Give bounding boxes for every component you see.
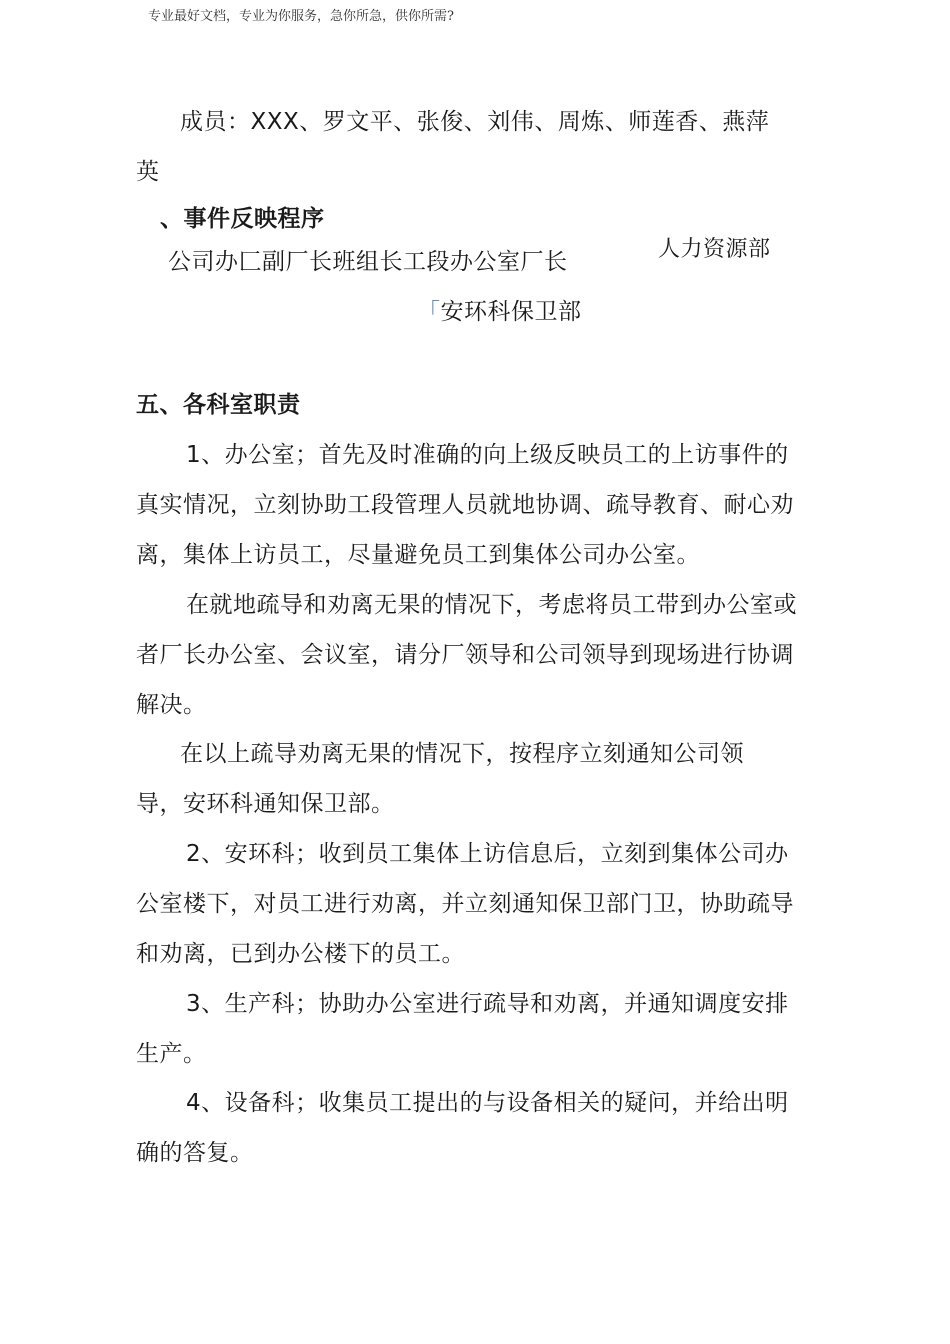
- p6-line-2: 确的答复。: [136, 1140, 254, 1166]
- p5-line-2: 生产。: [136, 1041, 207, 1067]
- flow-main-line: 公司办匚副厂长班组长工段办公室厂长: [168, 249, 568, 275]
- p1-line-2: 真实情况，立刻协助工段管理人员就地协调、疏导教育、耐心劝: [136, 492, 794, 518]
- p5-line-1: 3、生产科；协助办公室进行疏导和劝离，并通知调度安排: [186, 991, 789, 1017]
- flow-safety-label: 安环科保卫部: [440, 299, 582, 325]
- members-line-1: 成员：XXX、罗文平、张俊、刘伟、周炼、师莲香、燕萍: [180, 109, 770, 135]
- p2-line-2: 者厂长办公室、会议室，请分厂领导和公司领导到现场进行协调: [136, 642, 794, 668]
- p6-line-1: 4、设备科；收集员工提出的与设备相关的疑问，并给出明: [186, 1090, 789, 1116]
- section-event-heading: 、事件反映程序: [160, 206, 325, 232]
- members-line-2: 英: [136, 159, 160, 185]
- flow-bracket-mark: 「: [418, 300, 441, 325]
- flow-safety-line: [418, 293, 582, 326]
- p4-line-3: 和劝离，已到办公楼下的员工。: [136, 941, 465, 967]
- p3-line-1: 在以上疏导劝离无果的情况下，按程序立刻通知公司领: [180, 741, 744, 767]
- p2-line-1: 在就地疏导和劝离无果的情况下，考虑将员工带到办公室或: [186, 592, 797, 618]
- p1-line-3: 离，集体上访员工，尽量避免员工到集体公司办公室。: [136, 542, 700, 568]
- flow-hr-label: 人力资源部: [658, 237, 771, 262]
- p3-line-2: 导，安环科通知保卫部。: [136, 791, 395, 817]
- p2-line-3: 解决。: [136, 692, 207, 718]
- section-five-heading: 五、各科室职责: [136, 392, 301, 418]
- page-header: 专业最好文档，专业为你服务，急你所急，供你所需?: [148, 9, 454, 24]
- p4-line-1: 2、安环科；收到员工集体上访信息后，立刻到集体公司办: [186, 841, 789, 867]
- p4-line-2: 公室楼下，对员工进行劝离，并立刻通知保卫部门卫，协助疏导: [136, 891, 794, 917]
- p1-line-1: 1、办公室；首先及时准确的向上级反映员工的上访事件的: [186, 442, 789, 468]
